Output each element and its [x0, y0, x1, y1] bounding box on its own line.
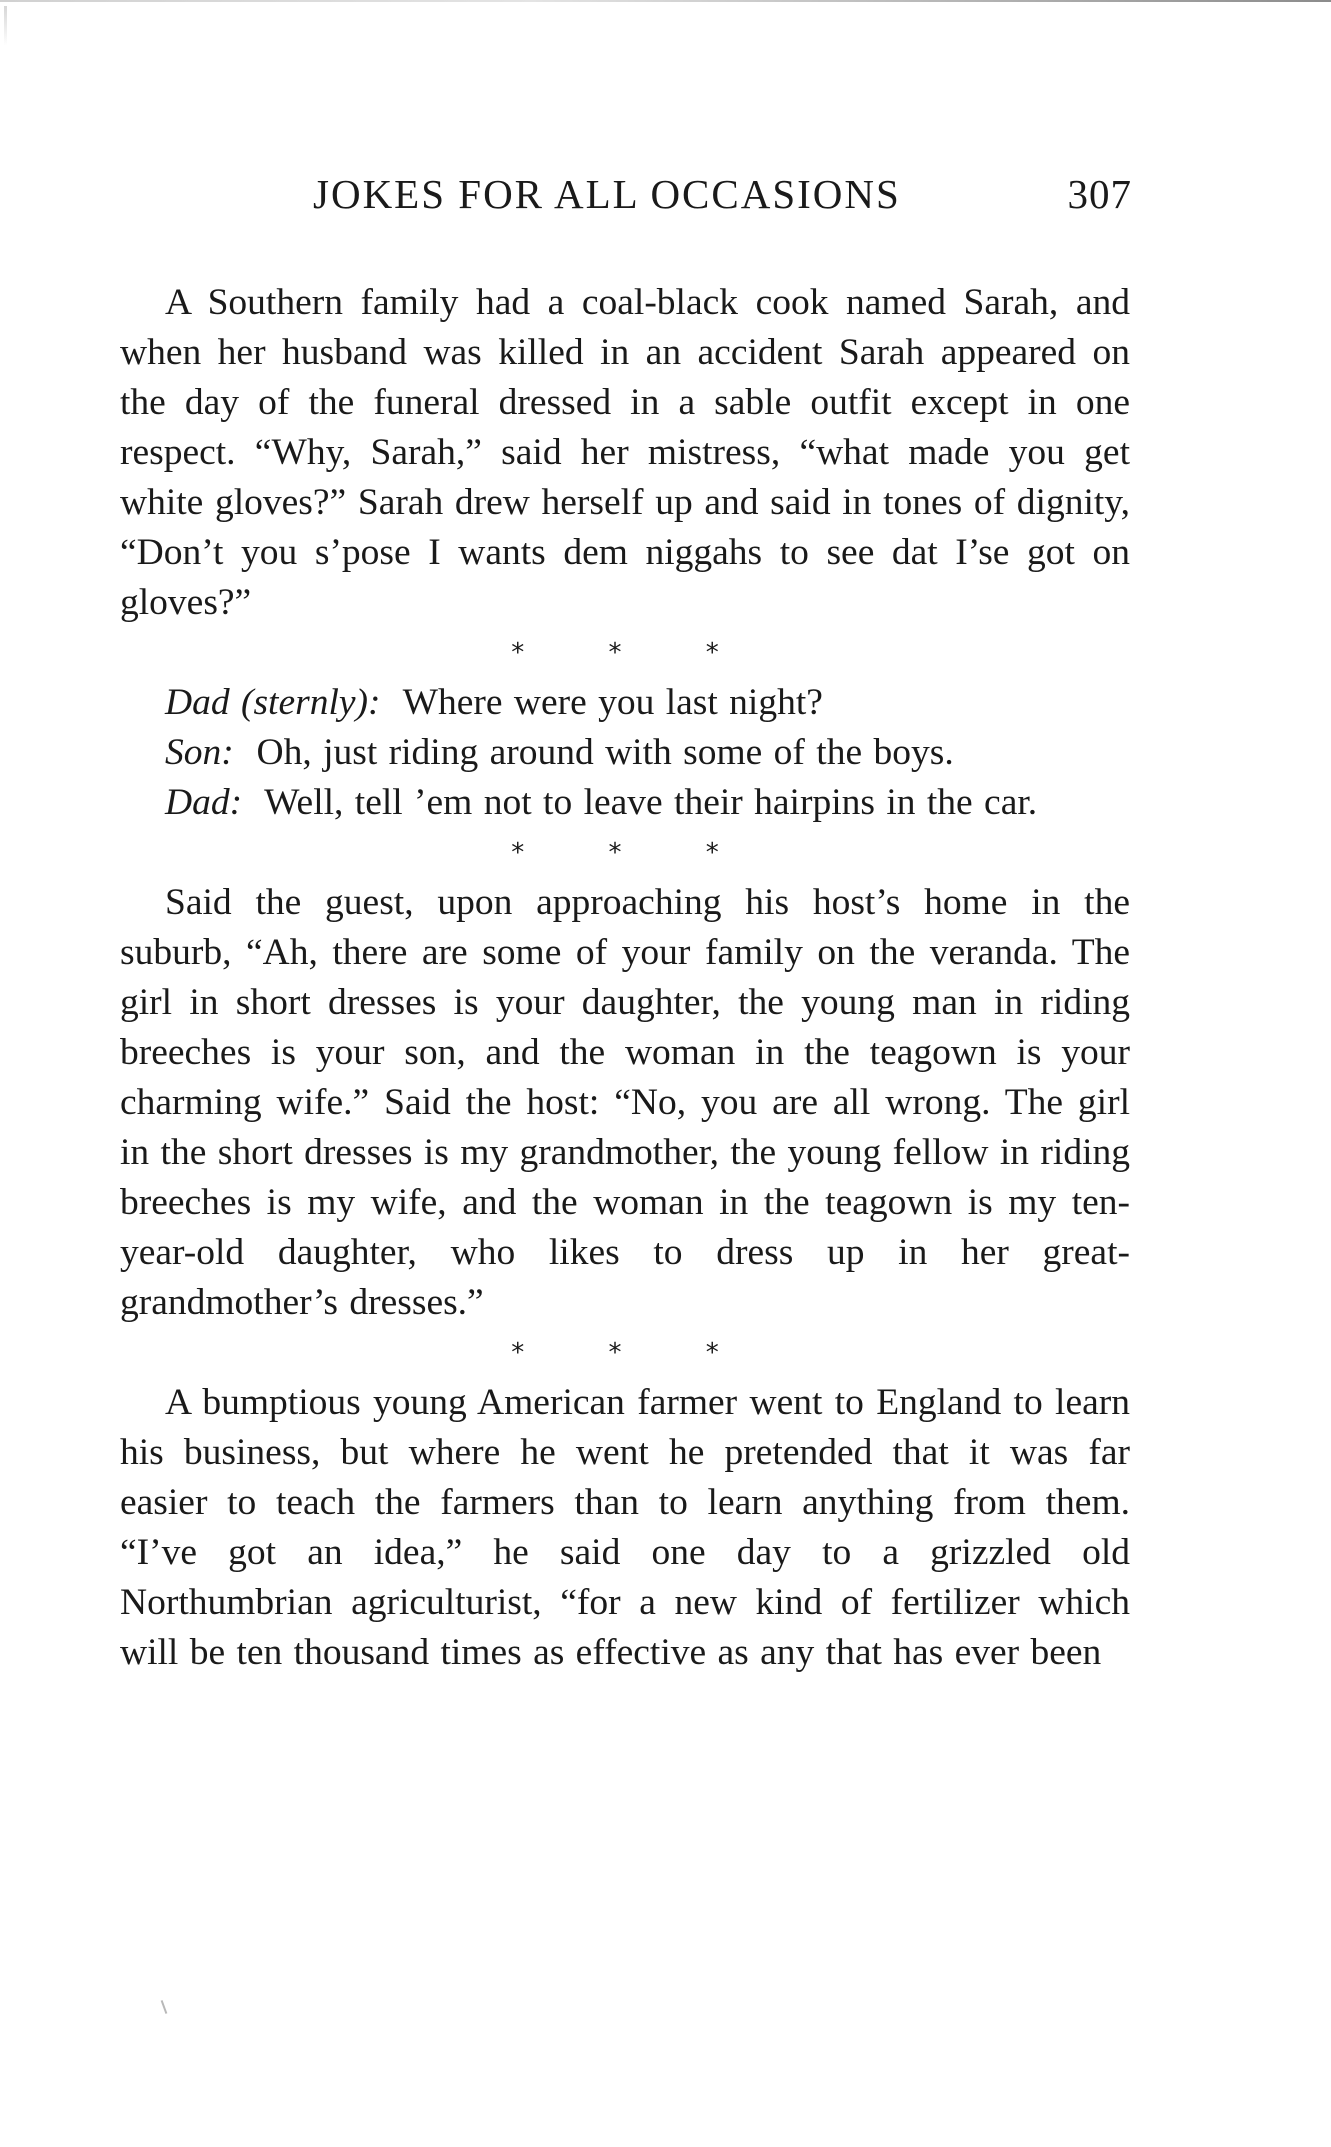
- page-number: 307: [1067, 171, 1132, 217]
- dialogue-text: Oh, just riding around with some of the boys.: [256, 732, 954, 773]
- dialogue-line: [120, 778, 1130, 828]
- scan-speck: [4, 6, 7, 46]
- scan-edge-line: [0, 0, 1331, 2]
- joke-guest-and-host: Said the guest, upon approaching his host’s home in the suburb, “Ah, there are some of your family on the veranda. The girl in short dresses is your daughter, the young man in riding breeches is your son, and the woman in the teagown is your charming wife.” Said the host: “No, you are all wrong. The girl in the short dresses is my grandmother, the young fellow in riding breeches is my wife, and the woman in the teagown is my ten-year-old daughter, who likes to dress up in her great-grandmother’s dresses.”: [120, 882, 1130, 1323]
- dialogue-text: Well, tell ’em not to leave their hairpins in the car.: [264, 782, 1038, 823]
- section-separator: * * *: [511, 638, 757, 668]
- dialogue-line: [120, 728, 1130, 778]
- dialogue-text: Where were you last night?: [402, 682, 823, 723]
- speaker-label: Son:: [165, 732, 234, 773]
- section-separator: * * *: [511, 1338, 757, 1368]
- running-title: JOKES FOR ALL OCCASIONS: [313, 171, 901, 217]
- dialogue-line: [120, 678, 1130, 728]
- speaker-label: Dad (sternly):: [165, 682, 381, 723]
- section-separator: * * *: [511, 838, 757, 868]
- joke-american-farmer: A bumptious young American farmer went to England to learn his business, but where he went he pretended that it was far easier to teach the farmers than to learn anything from them. “I’ve got an idea,” he said one day to a grizzled old Northumbrian agriculturist, “for a new kind of fertilizer which will be ten thousand times as effective as any that has ever been: [120, 1382, 1130, 1673]
- joke-southern-cook: A Southern family had a coal-black cook named Sarah, and when her husband was killed in an accident Sarah appeared on the day of the funeral dressed in a sable outfit except in one respect. “Why, Sarah,” said her mistress, “what made you get white gloves?” Sarah drew herself up and said in tones of dignity, “Don’t you s’pose I wants dem niggahs to see dat I’se got on gloves?”: [120, 282, 1130, 623]
- book-page: [120, 170, 1130, 1678]
- running-header: [120, 170, 1130, 230]
- speaker-label: Dad:: [165, 782, 243, 823]
- scan-speck: [161, 2000, 168, 2014]
